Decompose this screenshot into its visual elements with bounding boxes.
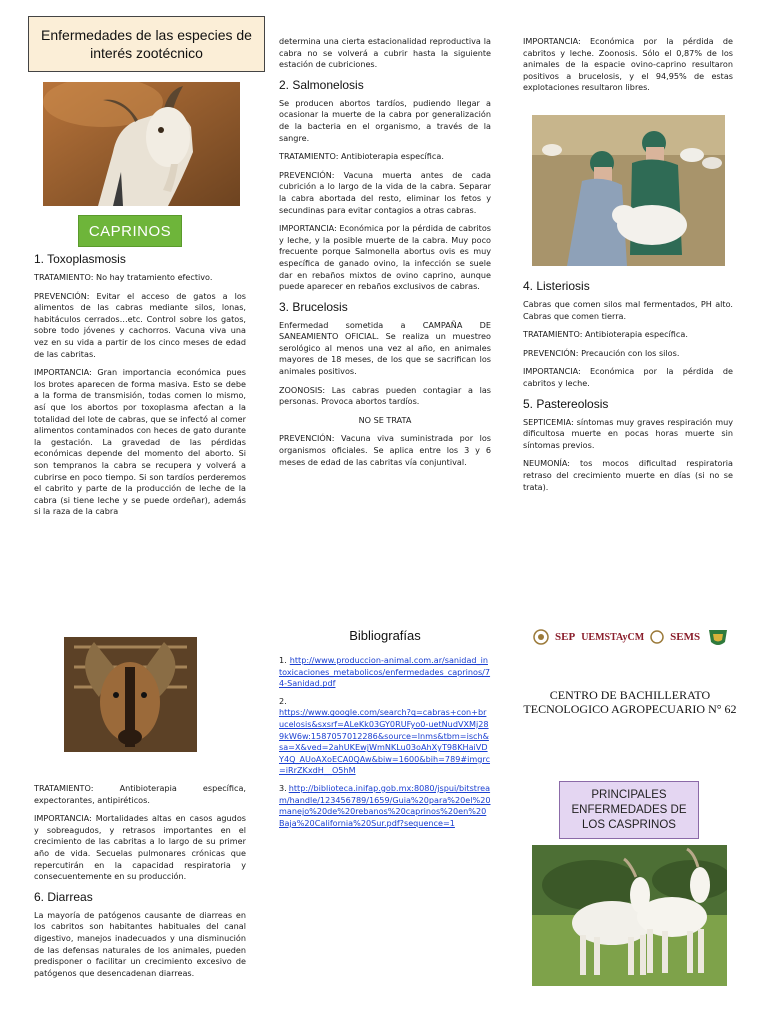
bibliography-number-3: 3. [279, 782, 287, 793]
column-3-top [523, 36, 733, 101]
column-2-top [279, 36, 491, 475]
section-heading-pastereolosis: 5. Pastereolosis [523, 396, 609, 411]
goat-closeup-photo [64, 637, 197, 752]
section-heading-brucelosis: 3. Brucelosis [279, 299, 348, 314]
salmonelosis-importancia: IMPORTANCIA: Económica por la pérdida de cabritos y leche, y la posible muerte de la cabra. Muy poco frecuente porque Salmonella abortus ovis es muy específica de ganado ovino, la infección se suele dar en rebaños mixtos de ovino caprino, aunque puede aparecer en rebaños exclusivos de cabras. [279, 223, 491, 292]
brucelosis-importancia: IMPORTANCIA: Económica por la pérdida de cabritos y leche. Zoonosis. Sólo el 0,87% de los animales de la espacie ovino-caprino resultaron positivos a brucelosis, y el 94,95% de estas explotaciones resultaron libres. [523, 36, 733, 93]
pastereolosis-septicemia: SEPTICEMIA: síntomas muy graves respiración muy dificultosa muerte en pocas horas muerte sin síntomas previos. [523, 416, 733, 450]
bibliography-item-2 [279, 696, 491, 777]
respiratory-tratamiento: TRATAMIENTO: Antibioterapia específica, expectorantes, antipiréticos. [34, 783, 246, 805]
document-title [28, 16, 265, 72]
toxoplasmosis-importancia: IMPORTANCIA: Gran importancia económica pues los brotes aparecen de forma masiva. Esto se debe a la forma de transmisión, todas comen lo mismo, así que los abortos por toxoplasma afectan a la totalidad del lote de cabras, que se infectó al comer alimentos contaminados con heces de gato durante la gestación. La gravedad de las pérdidas económicas depende del momento del aborto. Si son tempranos la cabra se recupera y volverá a cubrirse en poco tiempo. Si son tardíos perderemos el cabrito y parte de la producción de leche de la cabra (si tiene leche y se puede ordeñar), además si la raza de la cabra [34, 367, 246, 517]
bibliography-heading: Bibliografías [349, 628, 421, 643]
brucelosis-zoonosis: ZOONOSIS: Las cabras pueden contagiar a las personas. Provoca abortos tardíos. [279, 384, 491, 407]
brucelosis-text: Enfermedad sometida a CAMPAÑA DE SANEAMIENTO OFICIAL. Se realiza un muestreo serológico al menos una vez al año, en animales mayores de 18 meses, de los que se sacrifican los animales positivos. [279, 319, 491, 377]
toxoplasmosis-continuation: determina una cierta estacionalidad reproductiva la cabra no se volverá a cubrir hasta la siguiente estación de cubriciones. [279, 36, 491, 70]
bibliography [279, 628, 491, 829]
section-heading-toxoplasmosis: 1. Toxoplasmosis [34, 252, 126, 266]
column-1-bottom [34, 783, 246, 986]
salmonelosis-text: Se producen abortos tardíos, pudiendo llegar a ocasionar la muerte de la cabra por generalización de la bacteria en el organismo, a través de la sangre. [279, 97, 491, 143]
document-title-text: Enfermedades de las especies de interés zootécnico [41, 27, 252, 61]
diarreas-text: La mayoría de patógenos causante de diarreas en los cabritos son habitantes habituales del canal digestivo, manejos inadecuados y una disminución de las defensas naturales de los animales, pueden predisponer o facilitar un crecimiento excesivo de patógenos que desencadenan diarreas. [34, 909, 246, 978]
listeriosis-text: Cabras que comen silos mal fermentados, PH alto. Cabras que comen tierra. [523, 299, 733, 321]
brucelosis-no-se-trata: NO SE TRATA [358, 414, 412, 425]
bibliography-number-1: 1. [279, 655, 287, 665]
sep-logo: SEP [555, 631, 576, 643]
vets-examining-goat-photo [532, 115, 725, 266]
cover-title-text: PRINCIPALES ENFERMEDADES DE LOS CASPRINOS [571, 788, 687, 831]
mexico-seal-small-icon [650, 628, 664, 646]
bibliography-item-1 [279, 655, 491, 690]
section-heading-salmonelosis: 2. Salmonelosis [279, 77, 364, 92]
bibliography-link-3[interactable]: http://biblioteca.inifap.gob.mx:8080/jspui/bitstream/handle/123456789/1659/Guia%20para%20el%20manejo%20de%20rebanos%20caprinos%20en%20Baja%20California%20Sur.pdf?sequence=1 [279, 782, 491, 828]
section-heading-diarreas: 6. Diarreas [34, 889, 93, 904]
goat-portrait-photo [43, 82, 240, 206]
salmonelosis-tratamiento: TRATAMIENTO: Antibioterapia específica. [279, 151, 444, 162]
bibliography-number-2: 2. [279, 695, 287, 706]
sems-logo: SEMS [670, 631, 701, 643]
section-heading-listeriosis: 4. Listeriosis [523, 279, 590, 293]
caprinos-badge [78, 215, 182, 247]
column-3-middle [523, 279, 733, 500]
toxoplasmosis-tratamiento: TRATAMIENTO: No hay tratamiento efectivo. [34, 272, 213, 282]
cover-title [559, 781, 699, 839]
bibliography-item-3 [279, 783, 491, 829]
bibliography-link-2[interactable]: https://www.google.com/search?q=cabras+con+brucelosis&sxsrf=ALeKk03GY0RUFyo0-uetNudVXMj289kW6w:1587057012286&source=lnms&tbm=isch&sa=X&ved=2ahUKEwjWmNKLu03oAhXyT98KHaiVDY4Q_AUoAXoECA0QAw&biw=1600&bih=789#imgrc=iRrZKxdH__O5hM [279, 707, 491, 776]
listeriosis-prevencion: PREVENCIÓN: Precaución con los silos. [523, 347, 680, 358]
two-goats-photo [532, 845, 727, 986]
column-1-top [34, 252, 246, 525]
institution-logos [533, 620, 733, 654]
brucelosis-prevencion: PREVENCIÓN: Vacuna viva suministrada por los organismos oficiales. Se aplica entre los 3 y 6 meses de edad de las cabritas vía conjuntival. [279, 433, 491, 467]
school-crest-icon [706, 625, 730, 649]
school-name: CENTRO DE BACHILLERATO TECNOLOGICO AGROPECUARIO N° 62 [523, 688, 737, 716]
uemstaycm-logo: UEMSTAyCM [581, 631, 645, 643]
salmonelosis-prevencion: PREVENCIÓN: Vacuna muerta antes de cada cubrición a lo largo de la vida de la cabra. Separar la cabra abortada del resto, eliminar los fetos y secundinas para evitar contagios a otras cabras. [279, 169, 491, 215]
toxoplasmosis-prevencion: PREVENCIÓN: Evitar el acceso de gatos a los alimentos de las cabras mediante silos, lonas, habitáculos cerrados…etc. Control sobre los gatos, sobre todo jóvenes y cachorros. Vacuna viva una vez en su vida a partir de los cinco meses de edad de las cabritas. [34, 290, 246, 359]
listeriosis-importancia: IMPORTANCIA: Económica por la pérdida de cabritos y leche. [523, 366, 733, 388]
bibliography-link-1[interactable]: http://www.produccion-animal.com.ar/sanidad_intoxicaciones_metabolicos/enfermedades_caprinos/74-Sanidad.pdf [279, 655, 491, 689]
listeriosis-tratamiento: TRATAMIENTO: Antibioterapia específica. [523, 329, 688, 340]
pastereolosis-neumonia: NEUMONÍA: tos mocos dificultad respiratoria retraso del crecimiento muerte en días (si no se trata). [523, 458, 733, 492]
mexico-seal-icon [533, 628, 549, 646]
caprinos-badge-text: CAPRINOS [88, 222, 172, 240]
respiratory-importancia: IMPORTANCIA: Mortalidades altas en casos agudos y sobreagudos, y retrasos importantes en el crecimiento de las cabritas a lo largo de su primer año de vida. Secuelas pulmonares crónicas que repercutirán en la capacidad respiratoria y consecuentemente en su producción. [34, 813, 246, 882]
